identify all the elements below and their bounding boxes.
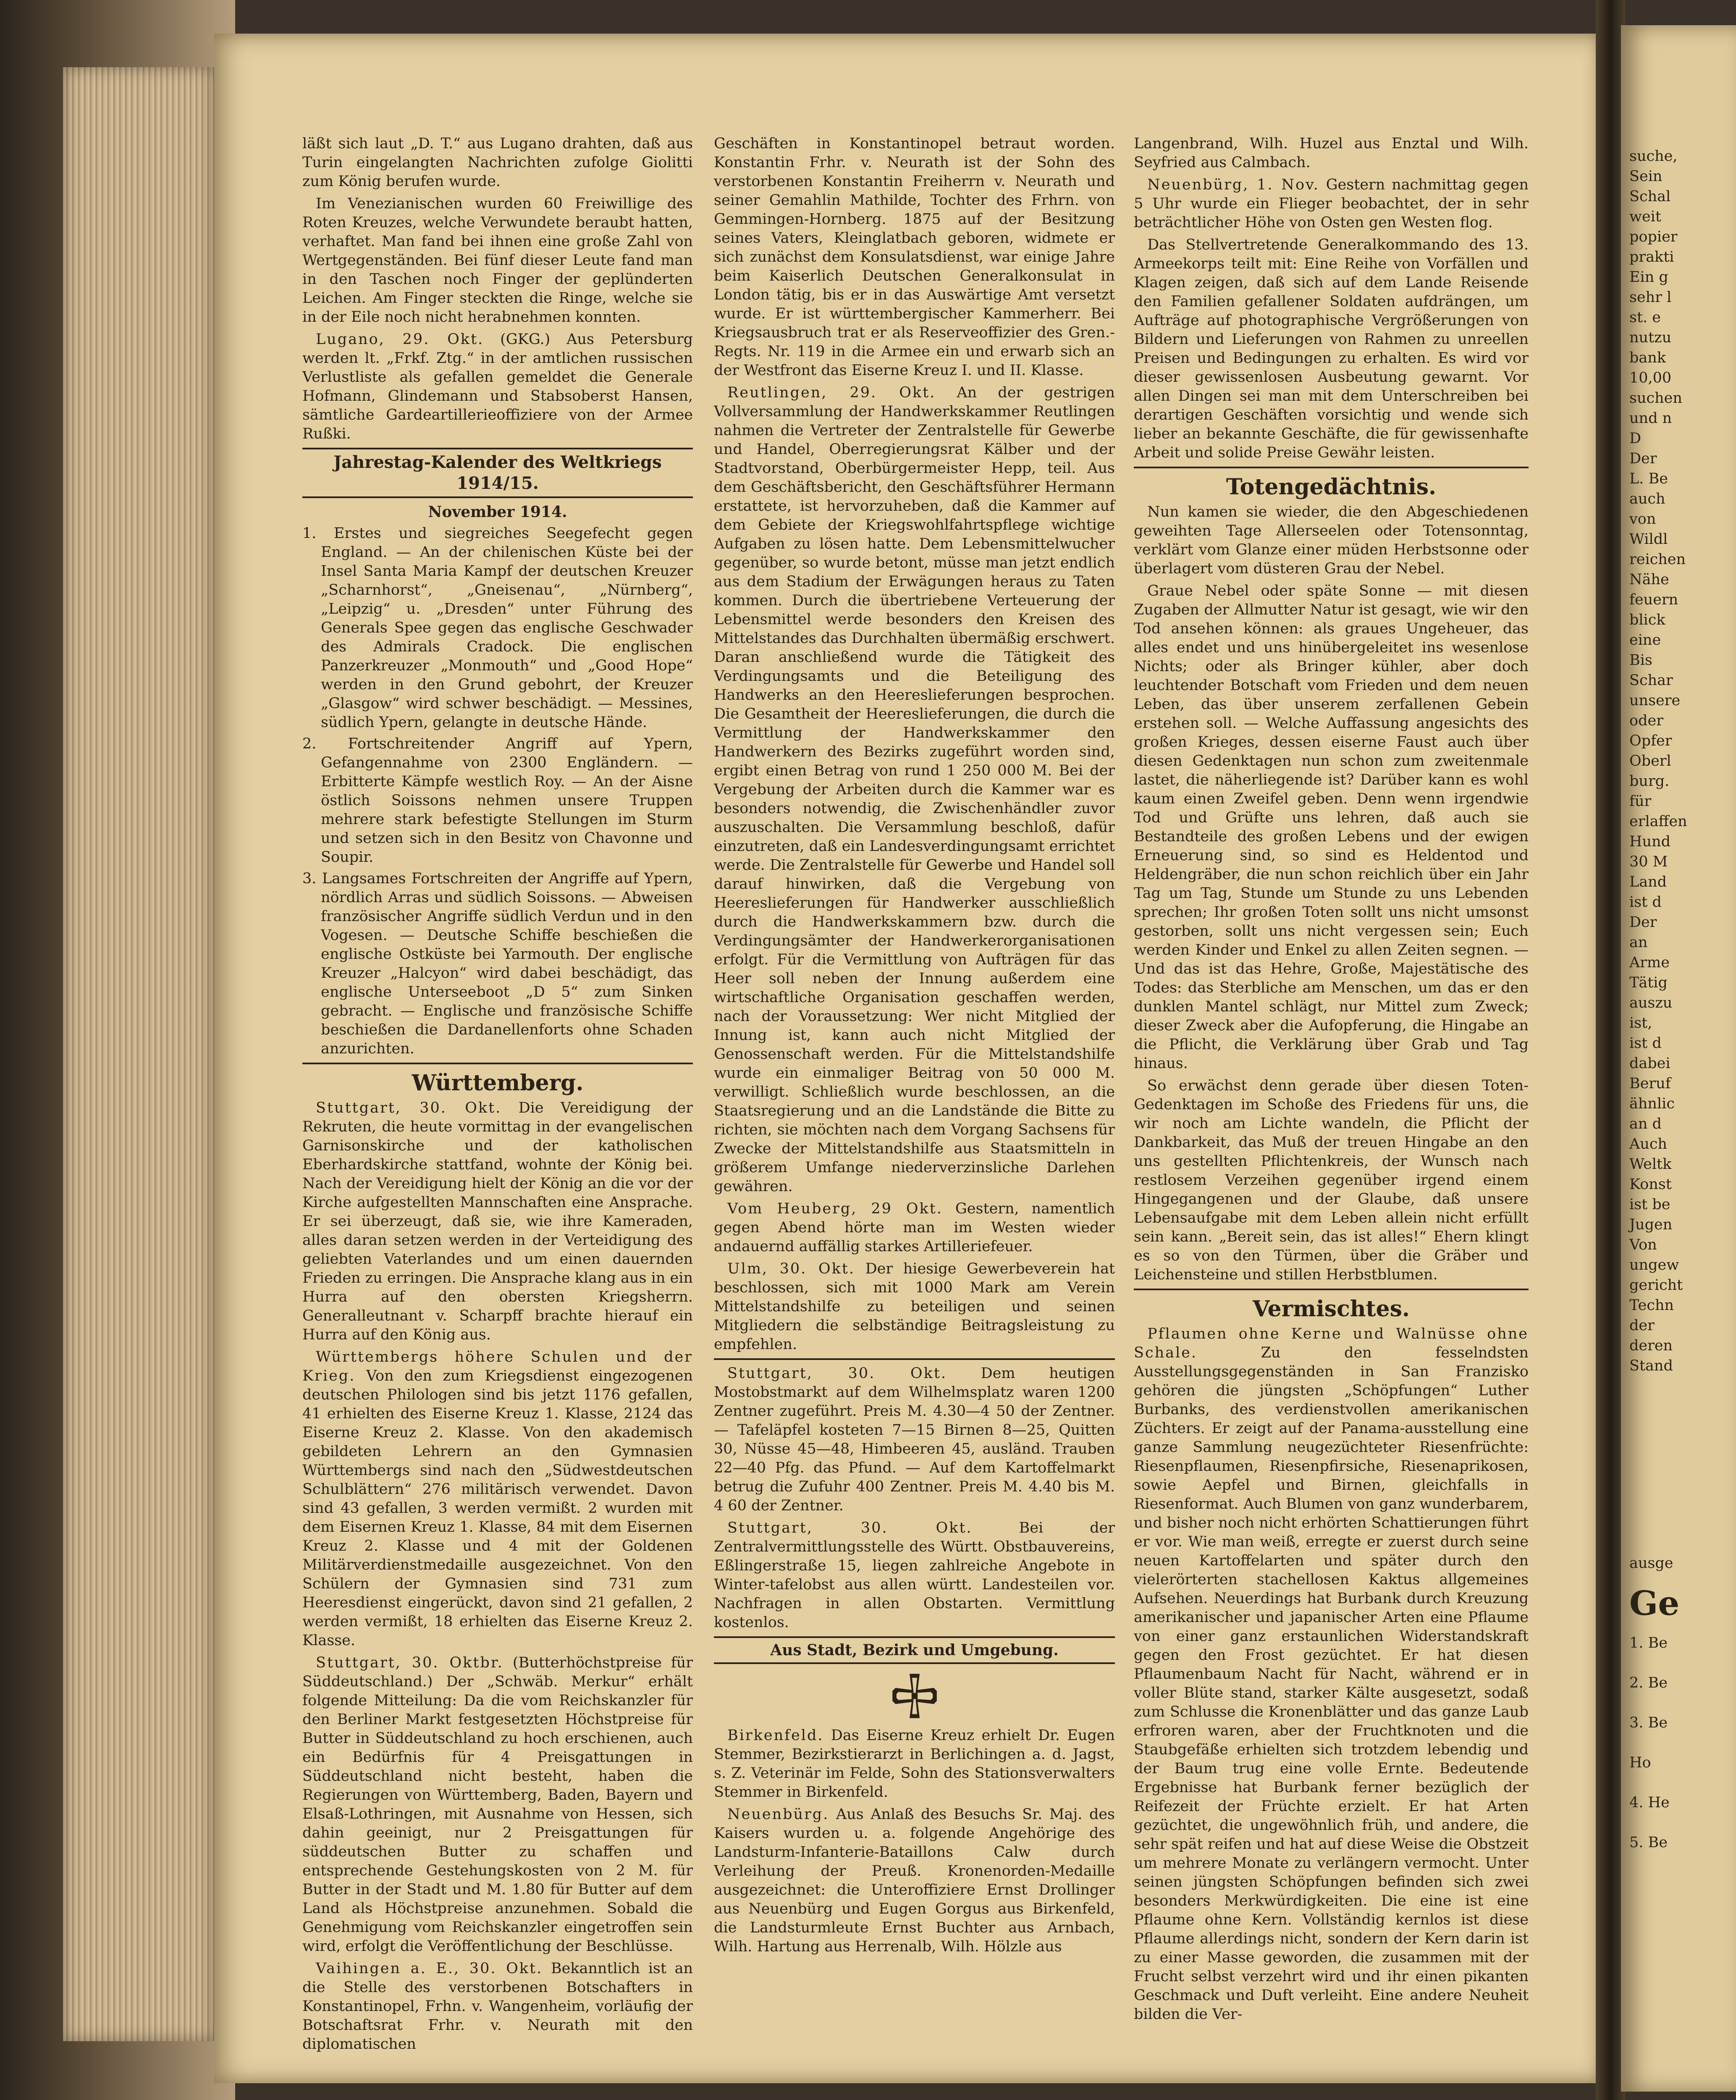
- next-page-line: an: [1629, 934, 1648, 951]
- next-page-line: suchen: [1629, 390, 1682, 407]
- dateline: Ulm, 30. Okt.: [727, 1260, 855, 1277]
- section-heading-local: Aus Stadt, Bezirk und Umgebung.: [770, 1641, 1059, 1659]
- next-page-line: blick: [1629, 612, 1665, 628]
- next-page-line: ungew: [1629, 1257, 1679, 1273]
- next-page-line: Sein: [1629, 168, 1663, 185]
- dateline: Neuenbürg.: [727, 1806, 829, 1823]
- next-page-line: Der: [1629, 450, 1657, 467]
- next-page-line: von: [1629, 511, 1656, 528]
- article-obstbau: Stuttgart, 30. Okt. Bei der Zentralvermittlungsstelle des Württ. Obstbauvereins, Eßlingerstraße 15, liegen zahlreiche Angebote in Winter-tafelobst aus allen württ. Landesteilen vor. Nachfragen in allen Obstarten. Vermittlung kostenlos.: [714, 1520, 1115, 1631]
- next-page-line: reichen: [1629, 551, 1686, 568]
- next-page-line: Konst: [1629, 1176, 1672, 1193]
- next-page-line: burg.: [1629, 773, 1670, 790]
- calendar-header: [302, 448, 693, 498]
- next-page-line: ist,: [1629, 1015, 1652, 1032]
- next-page-line: der: [1629, 1317, 1655, 1334]
- next-page-line: Schal: [1629, 188, 1671, 205]
- next-page-line: 30 M: [1629, 853, 1668, 870]
- next-page-line: ist d: [1629, 1035, 1662, 1052]
- section-heading-wuerttemberg: Württemberg.: [412, 1070, 584, 1096]
- next-page-line: an d: [1629, 1116, 1662, 1132]
- next-page-line: Hund: [1629, 833, 1671, 850]
- next-page-line: Beruf: [1629, 1075, 1671, 1092]
- dateline: Pflaumen ohne Kerne und Walnüsse ohne Schale.: [1134, 1326, 1529, 1361]
- next-page-line: 5. Be: [1629, 1834, 1668, 1851]
- article-flieger: Neuenbürg, 1. Nov. Gestern nachmittag gegen 5 Uhr wurde ein Flieger beobachtet, der in sehr beträchtlicher Höhe von Osten gen Westen flog.: [1134, 176, 1529, 231]
- article-totengedaechtnis-3: So erwächst denn gerade über diesen Toten-Gedenktagen im Schoße des Friedens für uns, die wir noch am Lichte wandeln, die Pflicht der Dankbarkeit, das Muß der treuen Hingabe an den uns gestellten Pflichtenkreis, der Wunsch nach restlosem Verzeihen gegenüber irgend einem Hingegangenen und der Glaube, daß unsere Lebensaufgabe mit dem Leben allein nicht erfüllt sein kann. „Bereit sein, das ist alles!“ Ehern klingt es so von den Türmen, über die Gräber und Leichensteine und stillen Herbstblumen.: [1134, 1077, 1529, 1283]
- next-page-line: Opfer: [1629, 732, 1672, 749]
- article-vaihingen: Vaihingen a. E., 30. Okt. Bekanntlich ist an die Stelle des verstorbenen Botschafters in Konstantinopel, Frhn. v. Wangenheim, vorläufig der Botschaftsrat Frhr. v. Neurath mit den diplomatischen: [302, 1960, 693, 2053]
- next-page-line: deren: [1629, 1337, 1673, 1354]
- article-neuenbuerg: Neuenbürg. Aus Anlaß des Besuchs Sr. Maj. des Kaisers wurden u. a. folgende Angehörige des Landsturm-Infanterie-Bataillons Calw durch Verleihung der Preuß. Kronenorden-Medaille ausgezeichnet: die Unteroffiziere Ernst Drollinger aus Neuenbürg und Eugen Gorgus aus Birkenfeld, die Landsturmleute Ernst Buchter aus Arnbach, Wilh. Hartung aus Herrenalb, Wilh. Hölzle aus: [714, 1806, 1115, 1955]
- divider: [1134, 467, 1529, 468]
- article-totengedaechtnis-2: Graue Nebel oder späte Sonne — mit diesen Zugaben der Allmutter Natur ist gesagt, wie wir den Tod ansehen können: als graues Ungeheuer, das alles endet und uns hinübergeleitet ins wesenlose Nichts; oder als Bringer kühler, aber doch leuchtender Botschaft vom Frieden und dem neuen Leben, das über unserem zerfallenen Gebein erstehen soll. — Welche Auffassung angesichts des großen Krieges, dessen eiserne Faust auch über diesen Gedenktagen nun schon zum zweitenmale lastet, die näherliegende ist? Darüber kann es wohl kaum einen Zweifel geben. Denn wenn irgendwie Tod und Grüfte uns lehren, daß auch sie Bestandteile des großen Lebens und der ewigen Erneuerung sind, so sind es Heldentod und Heldengräber, die nun schon reichlich über ein Jahr Tag um Tag, Stunde um Stunde zu uns Lebenden sprechen; Ihr großen Toten sollt uns nicht umsonst gestorben, sollt uns nicht vergessen sein; Euch werden Kinder und Enkel zu allen Zeiten segnen. — Und das ist das Hehre, Große, Majestätische des Todes: das Sterbliche am Menschen, um das er den dunklen Mantel schlägt, nur Mittel zum Zweck; dieser Zweck aber die Aufopferung, die Hingabe an die Pflicht, die Verklärung über Grab und Tag hinaus.: [1134, 583, 1529, 1072]
- next-page-line: Arme: [1629, 954, 1670, 971]
- next-page-line: Tätig: [1629, 974, 1668, 991]
- next-page-line: Jugen: [1629, 1216, 1673, 1233]
- next-page-line: auch: [1629, 491, 1665, 507]
- dateline: Stuttgart, 30. Okt.: [727, 1365, 947, 1382]
- next-page-line: Bis: [1629, 652, 1652, 669]
- dateline: Neuenbürg, 1. Nov.: [1147, 176, 1319, 193]
- next-page-line: 1. Be: [1629, 1635, 1668, 1651]
- next-page-fragment: [1621, 25, 1736, 2092]
- next-page-line: L. Be: [1629, 470, 1668, 487]
- page-edges: [63, 67, 214, 2041]
- article-pflaumen: Pflaumen ohne Kerne und Walnüsse ohne Schale. Zu den fesselndsten Ausstellungsgegenständen in San Franzisko gehören die jüngsten „Schöpfungen“ Luther Burbanks, des verdienstvollen amerikanischen Züchters. Er zeigt auf der Panama-ausstellung eine ganze Sammlung neugezüchteter Riesenfrüchte: Riesenpflaumen, Riesenpfirsiche, Riesenaprikosen, sowie Aepfel und Birnen, gleichfalls in Riesenformat. Auch Blumen von ganz wunderbarem, und bisher noch nicht erhörten Schattierungen führt er vor. Wie man weiß, erregte er zuerst durch seine neuen Kartoffelarten und später durch den vielerörterten stachellosen Kaktus allgemeines Aufsehen. Neuerdings hat Burbank durch Kreuzung amerikanischer und japanischer Arten eine Pflaume von einer ganz erstaunlichen Widerstandskraft gegen den Frost gezüchtet. Er hat diesen Pflaumenbaum Nacht für Nacht, während er in voller Blüte stand, starker Kälte ausgesetzt, sodaß zum Schlusse die Kronenblätter und das ganze Laub erfroren waren, aber der Fruchtknoten und die Staubgefäße erhielten sich trotzdem lebendig und der Baum trug eine volle Ernte. Bedeutende Ergebnisse hat Burbank ferner bezüglich der Reifezeit der Früchte erzielt. Er hat Arten gezüchtet, die ungewöhnlich früh, und andere, die sehr spät reifen und hat auf diese Weise die Obstzeit um mehrere Monate zu verlängern vermocht. Unter seinen jüngsten Schöpfungen befinden sich zwei besonders Merkwürdigkeiten. Die eine ist eine Pflaume ohne Kern. Vollständig kernlos ist diese Pflaume allerdings nicht, sondern der Kern darin ist zu einer Masse geworden, die zusammen mit der Frucht selbst verzehrt wird und ihr einen pikanten Geschmack und Duft verleiht. Eine andere Neuheit bilden die Ver-: [1134, 1326, 1529, 2023]
- next-page-line: ausge: [1629, 1555, 1673, 1572]
- article-ulm: Ulm, 30. Okt. Der hiesige Gewerbeverein hat beschlossen, sich mit 1000 Mark am Verein Mittelstandshilfe zu beteiligen und seinen Mitgliedern die selbständige Beitragsleistung zu empfehlen.: [714, 1260, 1115, 1353]
- calendar-entry: 1. Erstes und siegreiches Seegefecht gegen England. — An der chilenischen Küste bei der Insel Santa Maria Kampf der deutschen Kreuzer „Scharnhorst“, „Gneisenau“, „Nürnberg“, „Leipzig“ u. „Dresden“ unter Führung des Generals Spee gegen das englische Geschwader des Admirals Cradock. Die englischen Panzerkreuzer „Monmouth“ und „Good Hope“ werden in den Grund gebohrt, der Kreuzer „Glasgow“ wird schwer beschädigt. — Messines, südlich Ypern, gelangte in deutsche Hände.: [302, 525, 693, 731]
- article-vereidigung: Stuttgart, 30. Okt. Die Vereidigung der Rekruten, die heute vormittag in der evangelischen Garnisonskirche und der katholischen Eberhardskirche stattfand, wohnte der König bei. Nach der Vereidigung hielt der König an die vor der Kirche aufgestellten Mannschaften eine Ansprache. Er sei überzeugt, daß sie, wie ihre Kameraden, alles daran setzen werden in der Verteidigung des geliebten Vaterlandes und um einen dauernden Frieden zu erringen. Die Ansprache klang aus in ein Hurra auf den obersten Kriegsherrn. Generalleutnant v. Scharpff brachte hierauf ein Hurra auf den König aus.: [302, 1100, 693, 1343]
- next-page-line: 2. Be: [1629, 1675, 1668, 1691]
- next-page-line: und n: [1629, 410, 1672, 427]
- next-page-line: unsere: [1629, 692, 1681, 709]
- next-page-line: Schar: [1629, 672, 1673, 689]
- section-heading-totengedaechtnis: Totengedächtnis.: [1226, 474, 1437, 500]
- dateline: Vom Heuberg, 29 Okt.: [727, 1200, 943, 1217]
- article-langenbrand: Langenbrand, Wilh. Huzel aus Enztal und Wilh. Seyfried aus Calmbach.: [1134, 135, 1529, 171]
- calendar-entry: 2. Fortschreitender Angriff auf Ypern, Gefangennahme von 2300 Engländern. — Erbitterte Kämpfe westlich Roy. — An der Aisne östlich Soissons nehmen unsere Truppen mehrere stark befestigte Stellungen im Sturm und setzen sich in den Besitz von Chavonne und Soupir.: [302, 735, 693, 866]
- next-page-line: ist be: [1629, 1196, 1670, 1213]
- column-3: [1134, 134, 1529, 2023]
- iron-cross-icon: [889, 1671, 940, 1721]
- next-page-line: weit: [1629, 208, 1661, 225]
- next-page-line: Nähe: [1629, 571, 1669, 588]
- next-page-line: Ho: [1629, 1754, 1651, 1771]
- next-page-line: nutzu: [1629, 329, 1672, 346]
- article-neurath: Geschäften in Konstantinopel betraut worden. Konstantin Frhr. v. Neurath ist der Sohn des verstorbenen Konstantin Freiherrn v. Neurath und seiner Gemahlin Mathilde, Tochter des Frhrn. von Gemmingen-Hornberg. 1875 auf der Besitzung seines Vaters, Kleinglatbach geboren, widmete er sich zunächst dem Konsulatsdienst, war einige Jahre beim Kaiserlich Deutschen Generalkonsulat in London tätig, bis er in das Auswärtige Amt versetzt wurde. Er ist württembergischer Kammerherr. Bei Kriegsausbruch trat er als Reserveoffizier des Gren.-Regts. Nr. 119 in die Armee ein und erwarb sich an der Westfront das Eiserne Kreuz I. und II. Klasse.: [714, 135, 1115, 379]
- article-red-cross: Im Venezianischen wurden 60 Freiwillige des Roten Kreuzes, welche Verwundete beraubt hatten, verhaftet. Man fand bei ihnen eine große Zahl von Wertgegenständen. Bei fünf dieser Leute fand man in den Taschen noch Finger der geplünderten Leichen. Am Finger steckten die Ringe, welche sie in der Eile noch nicht herabnehmen konnten.: [302, 195, 693, 326]
- next-page-line: Land: [1629, 874, 1667, 890]
- calendar-month: November 1914.: [428, 503, 567, 521]
- divider: [302, 1063, 693, 1064]
- next-page-line: dabei: [1629, 1055, 1670, 1072]
- next-page-line: gericht: [1629, 1277, 1683, 1294]
- article-lugano: Lugano, 29. Okt. (GKG.) Aus Petersburg werden lt. „Frkf. Ztg.“ in der amtlichen russischen Verlustliste als gefallen gemeldet die Generale Hofmann, Glindemann und Stabsoberst Hansen, sämtliche Gardeartillerieoffiziere von der Armee Rußki.: [302, 331, 693, 442]
- next-page-line: Oberl: [1629, 753, 1671, 769]
- column-2: [714, 134, 1115, 1991]
- dateline: Stuttgart, 30. Okt.: [316, 1100, 502, 1116]
- next-page-line: Auch: [1629, 1136, 1667, 1152]
- dateline: Württembergs höhere Schulen und der Krieg.: [302, 1349, 693, 1384]
- divider: [1134, 1289, 1529, 1290]
- article-schulen: Württembergs höhere Schulen und der Krieg. Von den zum Kriegsdienst eingezogenen deutschen Philologen sind bis jetzt 1176 gefallen, 41 erhielten des Eiserne Kreuz 1. Klasse, 2124 das Eiserne Kreuz 2. Klasse. Von den akademisch gebildeten Lehrern an den Gymnasien Württembergs sind nach den „Südwestdeutschen Schulblättern“ 276 militärisch verwendet. Davon sind 43 gefallen, 3 werden vermißt. 2 wurden mit dem Eisernen Kreuz 1. Klasse, 84 mit dem Eisernen Kreuz 2. Klasse und 4 mit der Goldenen Militärverdienstmedaille ausgezeichnet. Von den Schülern der Gymnasien sind 731 zum Heeresdienst eingerückt, davon sind 21 gefallen, 2 werden vermißt, 18 erhielten das Eiserne Kreuz 2. Klasse.: [302, 1349, 693, 1649]
- next-page-line: st. e: [1629, 309, 1661, 326]
- next-page-line: Der: [1629, 914, 1657, 931]
- dateline: Reutlingen, 29. Okt.: [727, 384, 936, 401]
- next-page-line: auszu: [1629, 995, 1673, 1011]
- next-page-line: 3. Be: [1629, 1714, 1668, 1731]
- next-page-line: erlaffen: [1629, 813, 1687, 830]
- article-totengedaechtnis-1: Nun kamen sie wieder, die den Abgeschiedenen geweihten Tage Allerseelen oder Totensonntag, verklärt vom Glanze einer müden Herbstsonne oder überlagert vom düsteren Grau der Nebel.: [1134, 504, 1529, 577]
- next-page-line: feuern: [1629, 591, 1678, 608]
- next-page-line: Von: [1629, 1236, 1657, 1253]
- next-page-line: für: [1629, 793, 1652, 810]
- dateline: Lugano, 29. Okt.: [316, 331, 484, 348]
- next-page-line: oder: [1629, 712, 1663, 729]
- article-butter: Stuttgart, 30. Oktbr. (Butterhöchstpreise für Süddeutschland.) Der „Schwäb. Merkur“ erhält folgende Mitteilung: Da die vom Reichskanzler für den Berliner Markt festgesetzten Höchstpreise für Butter in Süddeutschland zu hoch erschienen, auch ein Bedürfnis für 4 Preisgattungen in Süddeutschland nicht besteht, haben die Regierungen von Württemberg, Baden, Bayern und Elsaß-Lothringen, mit Ausnahme von Hessen, sich dahin geeinigt, nur 2 Preisgattungen für süddeutschen Butter zu schaffen und entsprechende Gestehungskosten von 2 M. für Butter in der Stadt und M. 1.80 für Butter auf dem Land als Höchstpreise anzunehmen. Sobald die Genehmigung vom Reichskanzler eingetroffen sein wird, erfolgt die Veröffentlichung der Beschlüsse.: [302, 1654, 693, 1955]
- article-reutlingen: Reutlingen, 29. Okt. An der gestrigen Vollversammlung der Handwerkskammer Reutlingen nahmen die Vertreter der Zentralstelle für Gewerbe und Handel, Oberregierungsrat Kälber und der Stadtvorstand, Oberbürgermeister Hepp, teil. Aus dem Geschäftsbericht, den Geschäftsführer Hermann erstattete, ist hervorzuheben, daß die Kammer auf dem Gebiete der Kriegswohlfahrtspflege wichtige Aufgaben zu lösen hatte. Dem Lebensmittelwucher gegenüber, so wurde betont, müsse man jetzt endlich aus dem Stadium der Erwägungen heraus zu Taten kommen. Durch die übertriebene Verteuerung der Lebensmittel werde besonders den Kreisen des Mittelstandes das Durchhalten übermäßig erschwert. Daran anschließend wurde die Tätigkeit des Verdingungsamts und die Beteiligung des Handwerks an den Heereslieferungen besprochen. Die Gesamtheit der Heereslieferungen, die durch die Vermittlung der Handwerkskammer den Handwerkern des Bezirks zugeführt worden sind, ergibt einen Betrag von rund 1 250 000 M. Bei der Vergebung der Arbeiten durch die Kammer war es besonders notwendig, die Zwischenhändler zuvor auszuschalten. Die Versammlung beschloß, dafür einzutreten, daß ein Landesverdingungsamt errichtet werde. Die Zentralstelle für Gewerbe und Handel soll darauf hinwirken, daß die Vergebung von Heereslieferungen für Handwerker ausschließlich durch die Handwerkskammern bzw. durch die Verdingungsämter der Handwerkerorganisationen erfolgt. Für die Vermittlung von Aufträgen für das Heer soll neben der Innung außerdem eine wirtschaftliche Organisation geschaffen werden, nach der Voraussetzung: Wer nicht Mitglied der Innung ist, kann auch nicht Mitglied der Genossenschaft werden. Für die Mittelstandshilfe wurde ein einmaliger Beitrag von 50 000 M. verwilligt. Schließlich wurde beschlossen, an die Staatsregierung und an die Landstände die Bitte zu richten, sie möchten nach dem Vorgang Sachsens für Zwecke der Mittelstandshilfe aus Staatsmitteln in größerem Umfange niederverzinsliche Darlehen gewähren.: [714, 384, 1115, 1195]
- next-page-line: Ge: [1629, 1583, 1680, 1623]
- next-page-line: suche,: [1629, 148, 1678, 165]
- dateline: Stuttgart, 30. Okt.: [727, 1520, 973, 1536]
- next-page-line: eine: [1629, 632, 1661, 648]
- next-page-line: ist d: [1629, 894, 1662, 911]
- next-page-line: Ein g: [1629, 269, 1668, 286]
- next-page-line: Techn: [1629, 1297, 1674, 1314]
- article-birkenfeld: Birkenfeld. Das Eiserne Kreuz erhielt Dr. Eugen Stemmer, Bezirkstierarzt in Berlichingen a. d. Jagst, s. Z. Veterinär im Felde, Sohn des Stationsverwalters Stemmer in Birkenfeld.: [714, 1727, 1115, 1801]
- column-1: [302, 134, 693, 2053]
- next-page-line: sehr l: [1629, 289, 1672, 306]
- next-page-line: popier: [1629, 228, 1678, 245]
- article-mostobst: Stuttgart, 30. Okt. Dem heutigen Mostobstmarkt auf dem Wilhelmsplatz waren 1200 Zentner zugeführt. Preis M. 4.30—4 50 der Zentner. — Tafeläpfel kosteten 7—15 Birnen 8—25, Quitten 30, Nüsse 45—48, Himbeeren 45, ausländ. Trauben 22—40 Pfg. das Pfund. — Auf dem Kartoffelmarkt betrug die Zufuhr 400 Zentner. Preis M. 4.40 bis M. 4 60 der Zentner.: [714, 1365, 1115, 1514]
- calendar-entry: 3. Langsames Fortschreiten der Angriffe auf Ypern, nördlich Arras und südlich Soissons. — Abweisen französischer Angriffe südlich Verdun und in den Vogesen. — Deutsche Schiffe beschießen die englische Ostküste bei Yarmouth. Der englische Kreuzer „Halcyon“ wird dabei beschädigt, das englische Unterseeboot „D 5“ zum Sinken gebracht. — Englische und französische Schiffe beschießen die Dardanellenforts ohne Schaden anzurichten.: [302, 870, 693, 1057]
- article-heuberg: Vom Heuberg, 29 Okt. Gestern, namentlich gegen Abend hörte man im Westen wieder andauernd auffällig starkes Artilleriefeuer.: [714, 1200, 1115, 1255]
- next-page-line: Wildl: [1629, 531, 1668, 548]
- dateline: Birkenfeld.: [727, 1727, 824, 1744]
- next-page-line: ähnlic: [1629, 1095, 1675, 1112]
- section-header-local: [714, 1636, 1115, 1664]
- next-page-line: Weltk: [1629, 1156, 1672, 1173]
- next-page-line: D: [1629, 430, 1642, 447]
- next-page-line: bank: [1629, 349, 1666, 366]
- article-generalkommando: Das Stellvertretende Generalkommando des 13. Armeekorps teilt mit: Eine Reihe von Vorfällen und Klagen zeigen, daß sich auf dem Lande Reisende den Familien gefallener Soldaten aufdrängen, um Aufträge auf photographische Vergrößerungen von Bildern und Lieferungen von Rahmen zu unreellen Preisen und Bedingungen zu erhalten. Es wird vor dieser gewissenlosen Ausbeutung gewarnt. Vor allen Dingen sei man mit dem Unterschreiben bei derartigen Geschäften vorsichtig und wende sich lieber an bekannte Geschäfte, die für gewissenhafte Arbeit und solide Preise Gewähr leisten.: [1134, 236, 1529, 461]
- next-page-line: Stand: [1629, 1357, 1673, 1374]
- next-page-line: prakti: [1629, 249, 1674, 265]
- section-heading-vermischtes: Vermischtes.: [1252, 1296, 1410, 1322]
- dateline: Stuttgart, 30. Oktbr.: [316, 1654, 503, 1671]
- article-giolitti: läßt sich laut „D. T.“ aus Lugano drahten, daß aus Turin eingelangten Nachrichten zufolge Giolitti zum König berufen wurde.: [302, 135, 693, 190]
- calendar-list: [302, 524, 693, 1058]
- divider: [714, 1358, 1115, 1360]
- dateline: Vaihingen a. E., 30. Okt.: [316, 1960, 543, 1977]
- next-page-line: 10,00: [1629, 370, 1672, 386]
- calendar-title: Jahrestag-Kalender des Weltkriegs 1914/15.: [333, 452, 662, 493]
- next-page-line: 4. He: [1629, 1794, 1670, 1811]
